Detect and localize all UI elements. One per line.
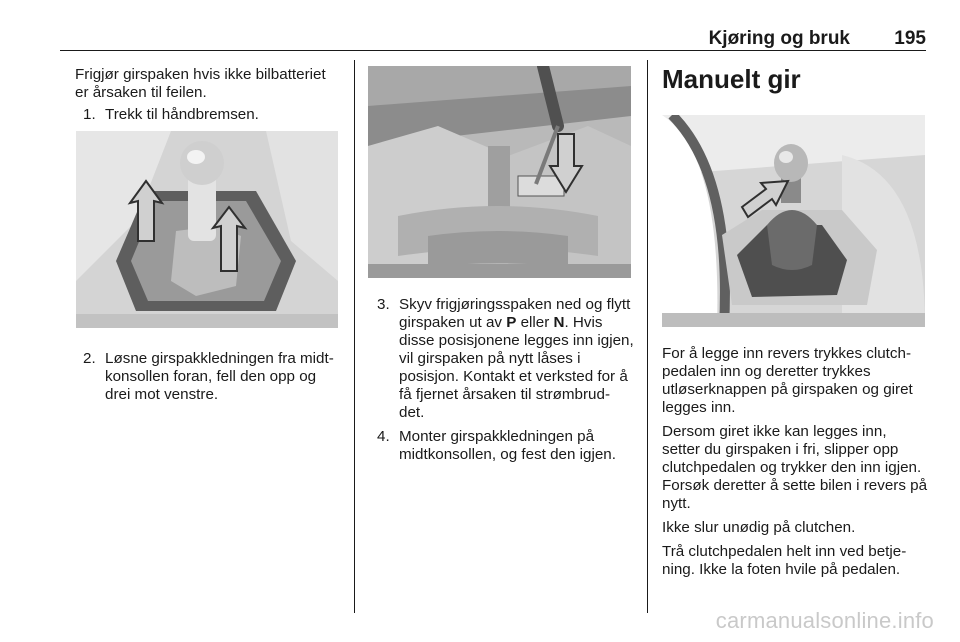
step-3 [377, 296, 635, 422]
step-2 [75, 350, 343, 404]
step-number: 3. [377, 296, 390, 313]
paragraph: For å legge inn revers trykkes clutch-pedalen inn og deretter trykkes utløserknappen på girspaken og giret legges inn. [662, 345, 913, 416]
gear-lever-illustration [76, 131, 338, 328]
step-number: 4. [377, 428, 390, 445]
manual-gear-illustration [662, 115, 925, 327]
step-text-part: Skyv frigjøringsspaken ned og flytt girspaken ut av [399, 296, 631, 331]
paragraph: Ikke slur unødig på clutchen. [662, 519, 856, 536]
manual-gear-figure [662, 115, 925, 327]
column-divider-2 [647, 60, 648, 613]
paragraph: Dersom giret ikke kan legges inn, setter du girspaken i fri, slipper opp clutchpedalen og trykker den inn igjen. Forsøk deretter å sette bilen i revers på nytt. [662, 423, 928, 512]
step-text [399, 296, 635, 422]
column-1 [75, 66, 343, 124]
step-number: 2. [83, 350, 96, 367]
intro-text: Frigjør girspaken hvis ikke bilbatteriet er årsaken til feilen. [75, 66, 326, 101]
release-lever-illustration [368, 66, 631, 278]
step-text-part: . Hvis disse posisjonene legges inn igjen, vil girspaken på nytt låses i posisjon. Kontakt et verksted for å få fjernet årsaken til strømbrud-det. [399, 314, 634, 421]
step-text: Monter girspakkledningen på midtkonsollen, og fest den igjen. [399, 428, 616, 463]
paragraph: Trå clutchpedalen helt inn ved betje-ning. Ikke la foten hvile på pedalen. [662, 543, 907, 578]
step-text: Løsne girspakkledningen fra midt-konsollen foran, fell den opp og drei mot venstre. [105, 350, 334, 403]
step-text-part: eller [516, 314, 554, 331]
step-4 [377, 428, 635, 464]
column-3 [662, 345, 928, 579]
step-number: 1. [83, 106, 96, 123]
column-divider-1 [354, 60, 355, 613]
chapter-title: Kjøring og bruk [708, 28, 850, 49]
gear-position-n: N [553, 314, 565, 331]
watermark: carmanualsonline.info [715, 608, 934, 633]
header-rule [60, 50, 926, 51]
release-lever-figure [368, 66, 631, 278]
step-text: Trekk til håndbremsen. [105, 106, 259, 123]
column-3-heading [662, 64, 926, 94]
page-header [60, 0, 926, 52]
gear-lever-release-figure [76, 131, 338, 328]
page-number: 195 [894, 28, 926, 49]
column-1-lower [75, 350, 343, 404]
gear-position-p: P [506, 314, 517, 331]
step-1 [75, 106, 343, 124]
column-2 [377, 296, 635, 464]
section-title: Manuelt gir [662, 64, 801, 94]
